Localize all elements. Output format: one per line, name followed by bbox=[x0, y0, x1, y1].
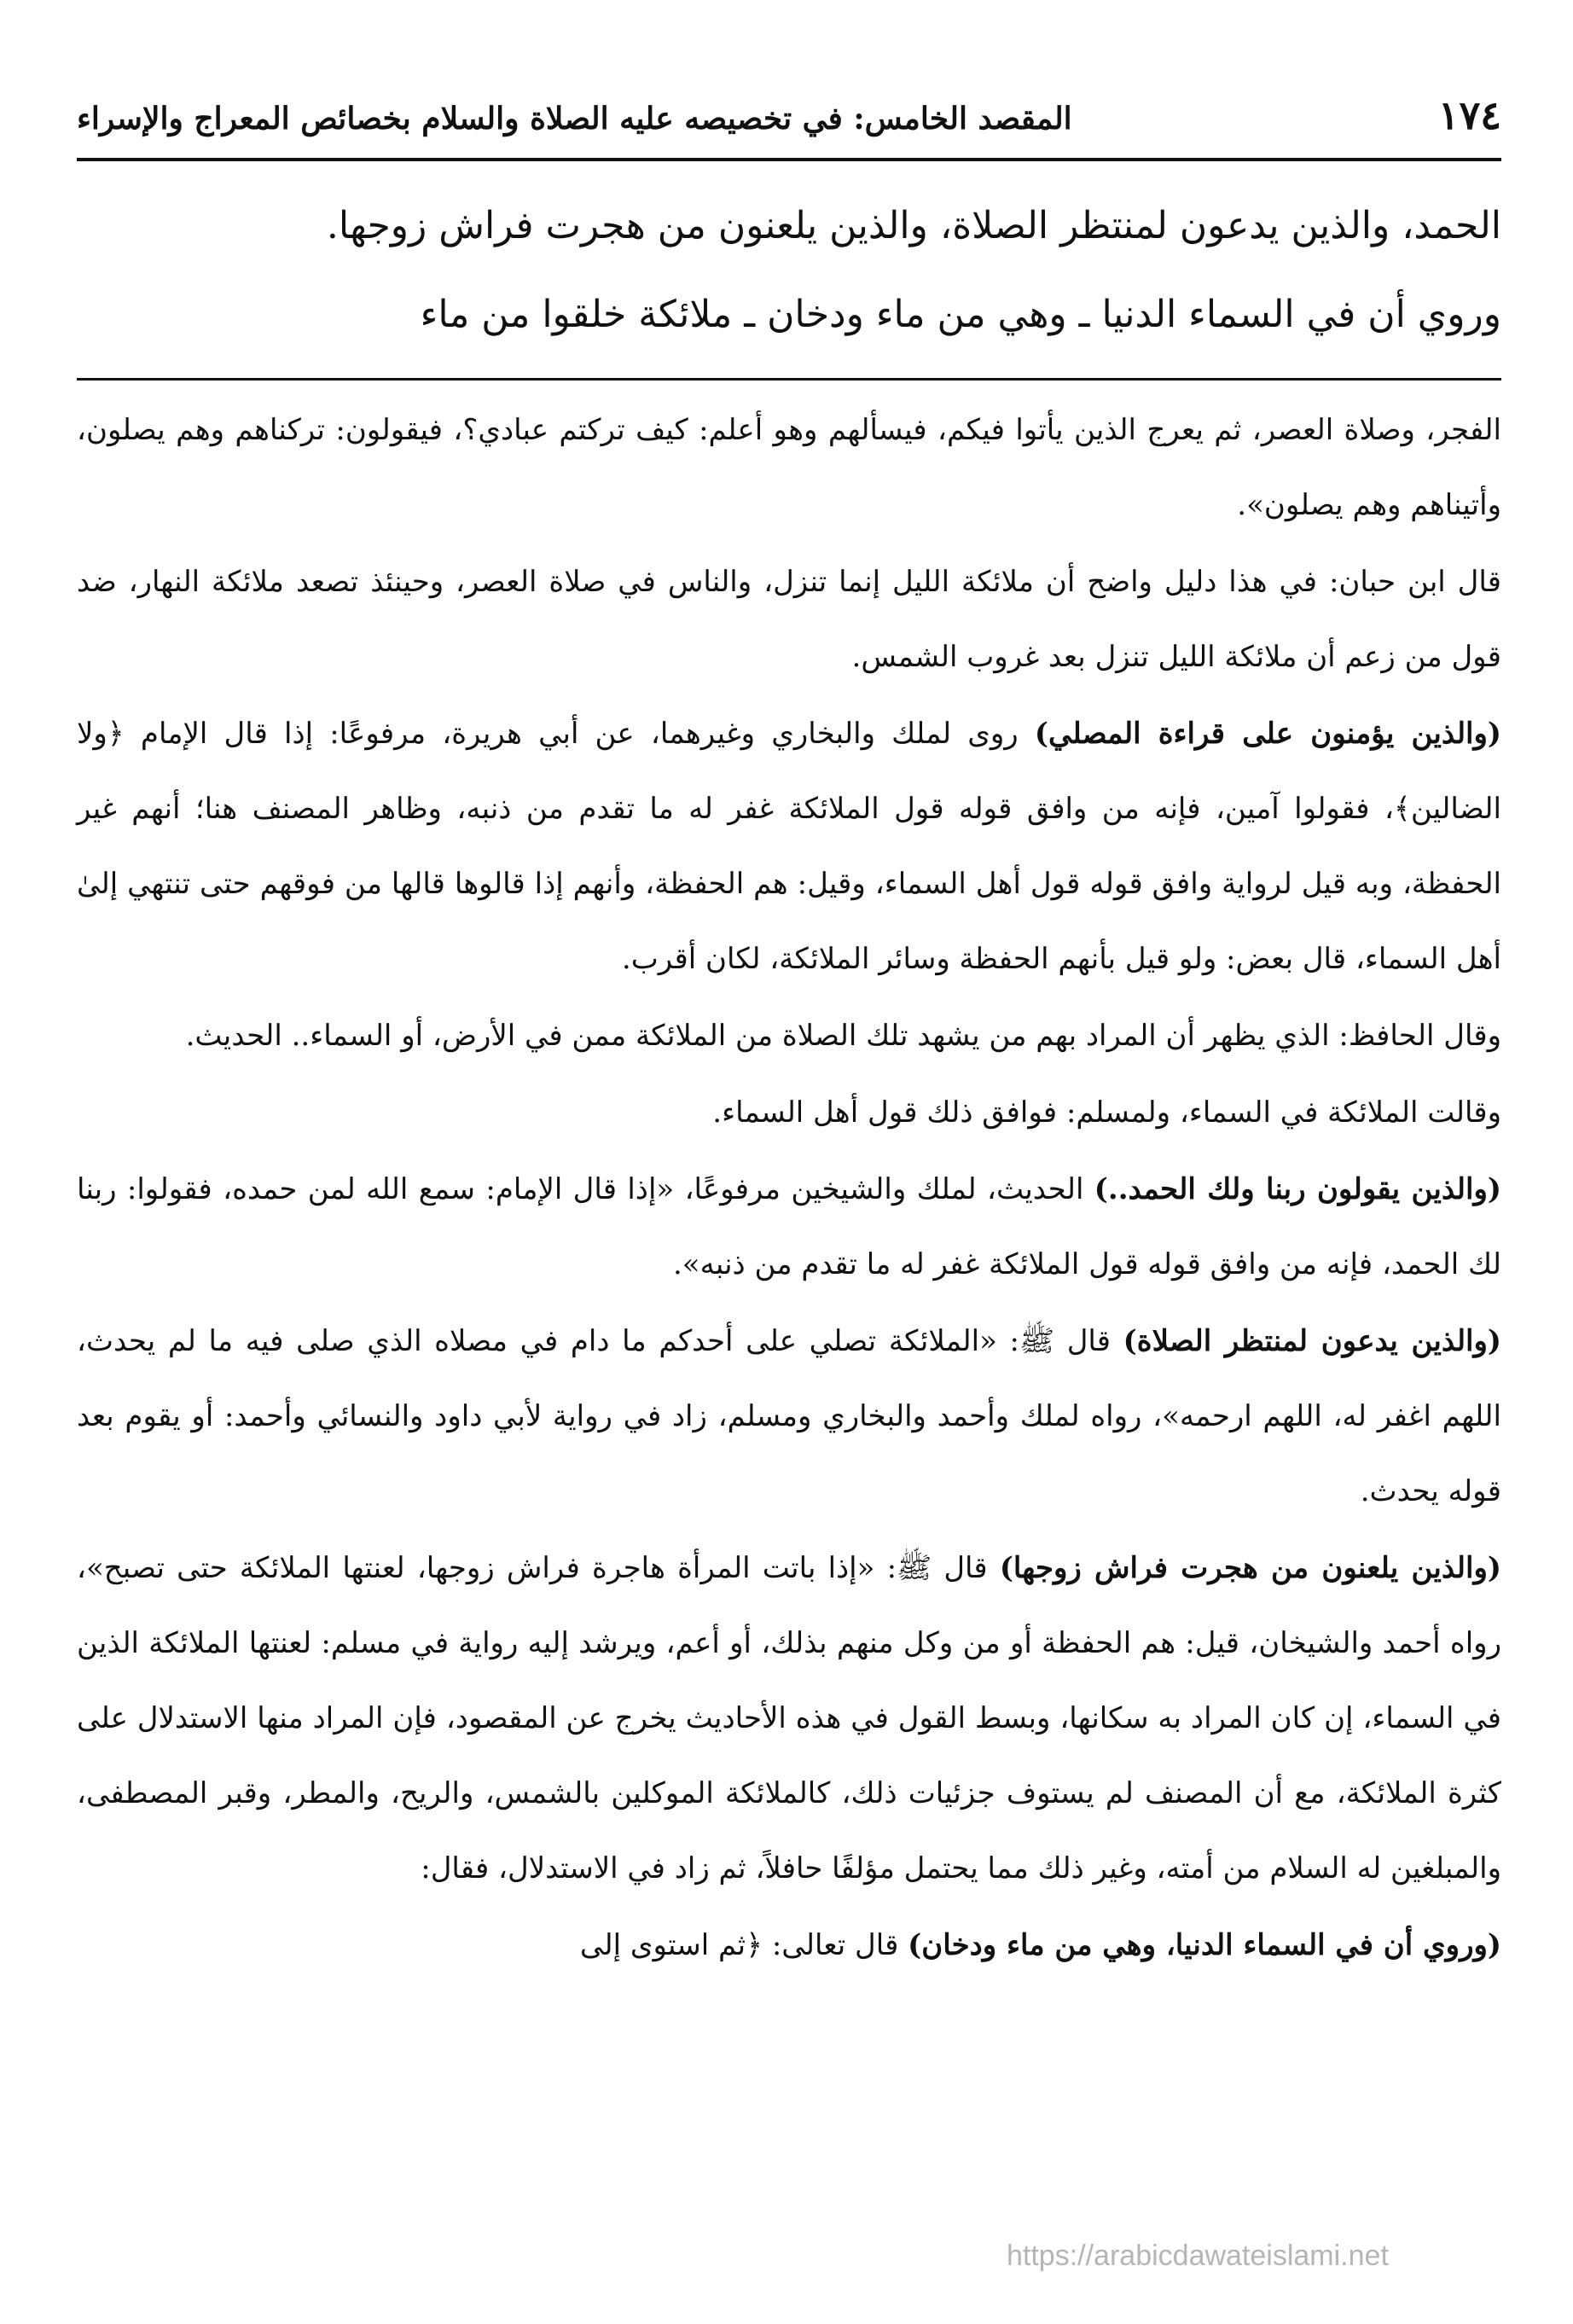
chapter-title: المقصد الخامس: في تخصيصه عليه الصلاة والسلام بخصائص المعراج والإسراء bbox=[77, 101, 1072, 137]
page-number: ١٧٤ bbox=[1437, 92, 1501, 138]
commentary-text: روى لملك والبخاري وغيرهما، عن أبي هريرة، مرفوعًا: إذا قال الإمام ﴿ولا الضالين﴾، فقولوا آمين، فإنه من وافق قوله قول الملائكة غفر له ما تقدم من ذنبه، وظاهر المصنف هنا؛ أنهم غير الحفظة، وبه قيل لرواية وافق قوله قول أهل السماء، وقيل: هم الحفظة، وأنهم إذا قالوها قالها من فوقهم حتى تنتهي إلىٰ أهل السماء، قال بعض: ولو قيل بأنهم الحفظة وسائر الملائكة، لكان أقرب. bbox=[77, 717, 1501, 976]
lemma: (والذين يدعون لمنتظر الصلاة) bbox=[1123, 1324, 1502, 1358]
commentary-text: قال تعالى: ﴿ثم استوى إلى bbox=[579, 1928, 908, 1962]
lemma: (والذين يقولون ربنا ولك الحمد..) bbox=[1094, 1172, 1501, 1206]
commentary-paragraph bbox=[77, 1908, 1501, 1983]
running-header bbox=[77, 81, 1501, 149]
commentary-text: الحديث، لملك والشيخين مرفوعًا، «إذا قال الإمام: سمع الله لمن حمده، فقولوا: ربنا لك الحمد، فإنه من وافق قوله قول الملائكة غفر له ما تقدم من ذنبه». bbox=[77, 1172, 1501, 1281]
commentary-text: الفجر، وصلاة العصر، ثم يعرج الذين يأتوا فيكم، فيسألهم وهو أعلم: كيف تركتم عبادي؟، فيقولون: تركناهم وهم يصلون، وأتيناهم وهم يصلون». bbox=[77, 413, 1501, 522]
commentary-paragraph bbox=[77, 998, 1501, 1073]
main-text bbox=[77, 182, 1501, 359]
commentary bbox=[77, 392, 1501, 1983]
lemma: (والذين يلعنون من هجرت فراش زوجها) bbox=[999, 1551, 1501, 1585]
commentary-paragraph bbox=[77, 696, 1501, 996]
commentary-text: قال ابن حبان: في هذا دليل واضح أن ملائكة الليل إنما تنزل، والناس في صلاة العصر، وحينئذ تصعد ملائكة النهار، ضد قول من زعم أن ملائكة الليل تنزل بعد غروب الشمس. bbox=[77, 565, 1501, 674]
main-text-line: وروي أن في السماء الدنيا ـ وهي من ماء ودخان ـ ملائكة خلقوا من ماء bbox=[420, 293, 1501, 336]
commentary-paragraph bbox=[77, 544, 1501, 694]
commentary-text: قال ﷺ: «إذا باتت المرأة هاجرة فراش زوجها، لعنتها الملائكة حتى تصبح»، رواه أحمد والشيخان، قيل: هم الحفظة أو من وكل منهم بذلك، أو أعم، ويرشد إليه رواية في مسلم: لعنتها الملائكة الذين في السماء، إن كان المراد به سكانها، وبسط القول في هذه الأحاديث يخرج عن المقصود، فإن المراد منها الاستدلال على كثرة الملائكة، مع أن المصنف لم يستوف جزئيات ذلك، كالملائكة الموكلين بالشمس، والريح، والمطر، وقبر المصطفى، والمبلغين له السلام من أمته، وغير ذلك مما يحتمل مؤلفًا حافلاً، ثم زاد في الاستدلال، فقال: bbox=[77, 1551, 1501, 1885]
commentary-paragraph bbox=[77, 1075, 1501, 1150]
commentary-text: وقال الحافظ: الذي يظهر أن المراد بهم من يشهد تلك الصلاة من الملائكة ممن في الأرض، أو السماء.. الحديث. bbox=[185, 1019, 1501, 1053]
lemma: (وروي أن في السماء الدنيا، وهي من ماء ودخان) bbox=[908, 1928, 1501, 1962]
watermark-url: https://arabicdawateislami.net bbox=[1007, 2240, 1389, 2272]
header-rule bbox=[77, 158, 1501, 161]
book-page bbox=[77, 81, 1501, 2299]
commentary-paragraph bbox=[77, 1531, 1501, 1906]
lemma: (والذين يؤمنون على قراءة المصلي) bbox=[1034, 717, 1501, 751]
commentary-paragraph bbox=[77, 1152, 1501, 1302]
commentary-text: وقالت الملائكة في السماء، ولمسلم: فوافق ذلك قول أهل السماء. bbox=[712, 1095, 1501, 1130]
main-text-line: الحمد، والذين يدعون لمنتظر الصلاة، والذين يلعنون من هجرت فراش زوجها. bbox=[326, 204, 1501, 247]
commentary-paragraph bbox=[77, 392, 1501, 543]
commentary-paragraph bbox=[77, 1304, 1501, 1529]
commentary-text: قال ﷺ: «الملائكة تصلي على أحدكم ما دام في مصلاه الذي صلى فيه ما لم يحدث، اللهم اغفر له، اللهم ارحمه»، رواه لملك وأحمد والبخاري ومسلم، زاد في رواية لأبي داود والنسائي وأحمد: أو يقوم بعد قوله يحدث. bbox=[77, 1324, 1501, 1508]
footnote-rule bbox=[77, 378, 1501, 381]
